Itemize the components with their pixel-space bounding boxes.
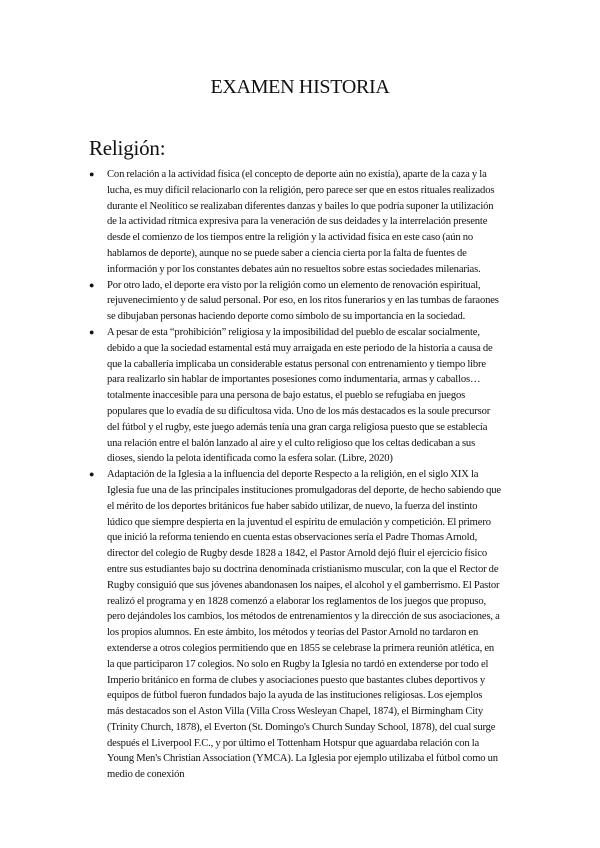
- list-item: [89, 325, 501, 467]
- paragraph-text: Adaptación de la Iglesia a la influencia del deporte Respecto a la religión, en el siglo XIX la Iglesia fue una de las principales instituciones promulgadoras del deporte, de hecho sabiendo que el mérito de los deportes británicos fue haber sabido utilizar, de nuevo, la fuerza del instinto lúdico que siempre despierta en la juventud el espíritu de emulación y competición. El primero que inició la reforma teniendo en cuenta estas observaciones sería el Padre Thomas Arnold, director del colegio de Rugby desde 1828 a 1842, el Pastor Arnold dejó fluir el ejercicio físico entre sus estudiantes bajo su doctrina denominada cristianismo muscular, con la que el Rector de Rugby consiguió que sus jóvenes abandonasen los naipes, el alcohol y el gamberrismo. El Pastor realizó el programa y en 1828 comenzó a elaborar los reglamentos de los juegos que propuso, pero dejándoles los cambios, los métodos de entrenamientos y la dirección de sus asociaciones, a los propios alumnos. En este ámbito, los métodos y teorías del Pastor Arnold no tardaron en extenderse a otros colegios permitiendo que en 1855 se celebrase la primera reunión atlética, en la que participaron 17 colegios. No solo en Rugby la Iglesia no tardó en extenderse por todo el Imperio británico en forma de clubes y asociaciones puesto que bastantes clubes deportivos y equipos de fútbol fueron fundados bajo la ayuda de las instituciones religiosas. Los ejemplos más destacados son el Aston Villa (Villa Cross Wesleyan Chapel, 1874), el Birmingham City (Trinity Church, 1878), el Everton (St. Domingo's Church Sunday School, 1878), del cual surge después el Liverpool F.C., y por último el Tottenham Hotspur que aguardaba relación con la Young Men's Christian Association (YMCA). La Iglesia por ejemplo utilizaba el fútbol como un medio de conexión: [107, 469, 501, 781]
- bullet-list: [89, 167, 501, 783]
- bullet-icon: ●: [89, 169, 95, 179]
- bullet-icon: ●: [89, 469, 95, 480]
- document-title: EXAMEN HISTORIA: [210, 76, 390, 98]
- list-item: [89, 278, 501, 325]
- bullet-icon: ●: [89, 326, 95, 337]
- paragraph-text: Por otro lado, el deporte era visto por la religión como un elemento de renovación espiritual, rejuvenecimiento y de salud personal. Por eso, en los ritos funerarios y en las tumbas de faraones se dibujaban personas haciendo deporte como símbolo de su importancia en la sociedad.: [107, 279, 499, 323]
- list-item: [89, 467, 501, 783]
- paragraph-text: Con relación a la actividad física (el concepto de deporte aún no existía), aparte de la caza y la lucha, es muy difícil relacionarlo con la religión, pero parece ser que en estos rituales realizados durante el Neolítico se realizaban diferentes danzas y bailes lo que podría suponer la utilización de la actividad rítmica expresiva para la veneración de sus deidades y la interrelación presente desde el comienzo de los tiempos entre la religión y la actividad física en este caso (aún no hablamos de deporte), aunque no se puede saber a ciencia cierta por la falta de fuentes de información y por los constantes debates aún no resueltos sobre estas sociedades milenarias.: [107, 169, 495, 275]
- bullet-icon: ●: [89, 279, 95, 290]
- section-heading-religion: Religión:: [89, 136, 166, 160]
- paragraph-text: A pesar de esta “prohibición” religiosa y la imposibilidad del pueblo de escalar socialmente, debido a que la sociedad estamental está muy arraigada en este periodo de la historia a causa de que la caballería implicaba un considerable estatus personal con entrenamiento y tiempo libre para realizarlo sin hablar de importantes posesiones como indumentaria, armas y caballos… totalmente inaccesible para una persona de bajo estatus, el pueblo se refugiaba en juegos populares que lo evadía de su dificultosa vida. Uno de los más destacados es la soule precursor del fútbol y el rugby, este juego además tenía una gran carga religiosa puesto que se establecía una relación entre el balón lanzado al aire y el culto religioso que los celtas dedicaban a sus dioses, siendo la pelota identificada como la esfera solar. (Libre, 2020): [107, 326, 493, 465]
- list-item: [89, 167, 501, 278]
